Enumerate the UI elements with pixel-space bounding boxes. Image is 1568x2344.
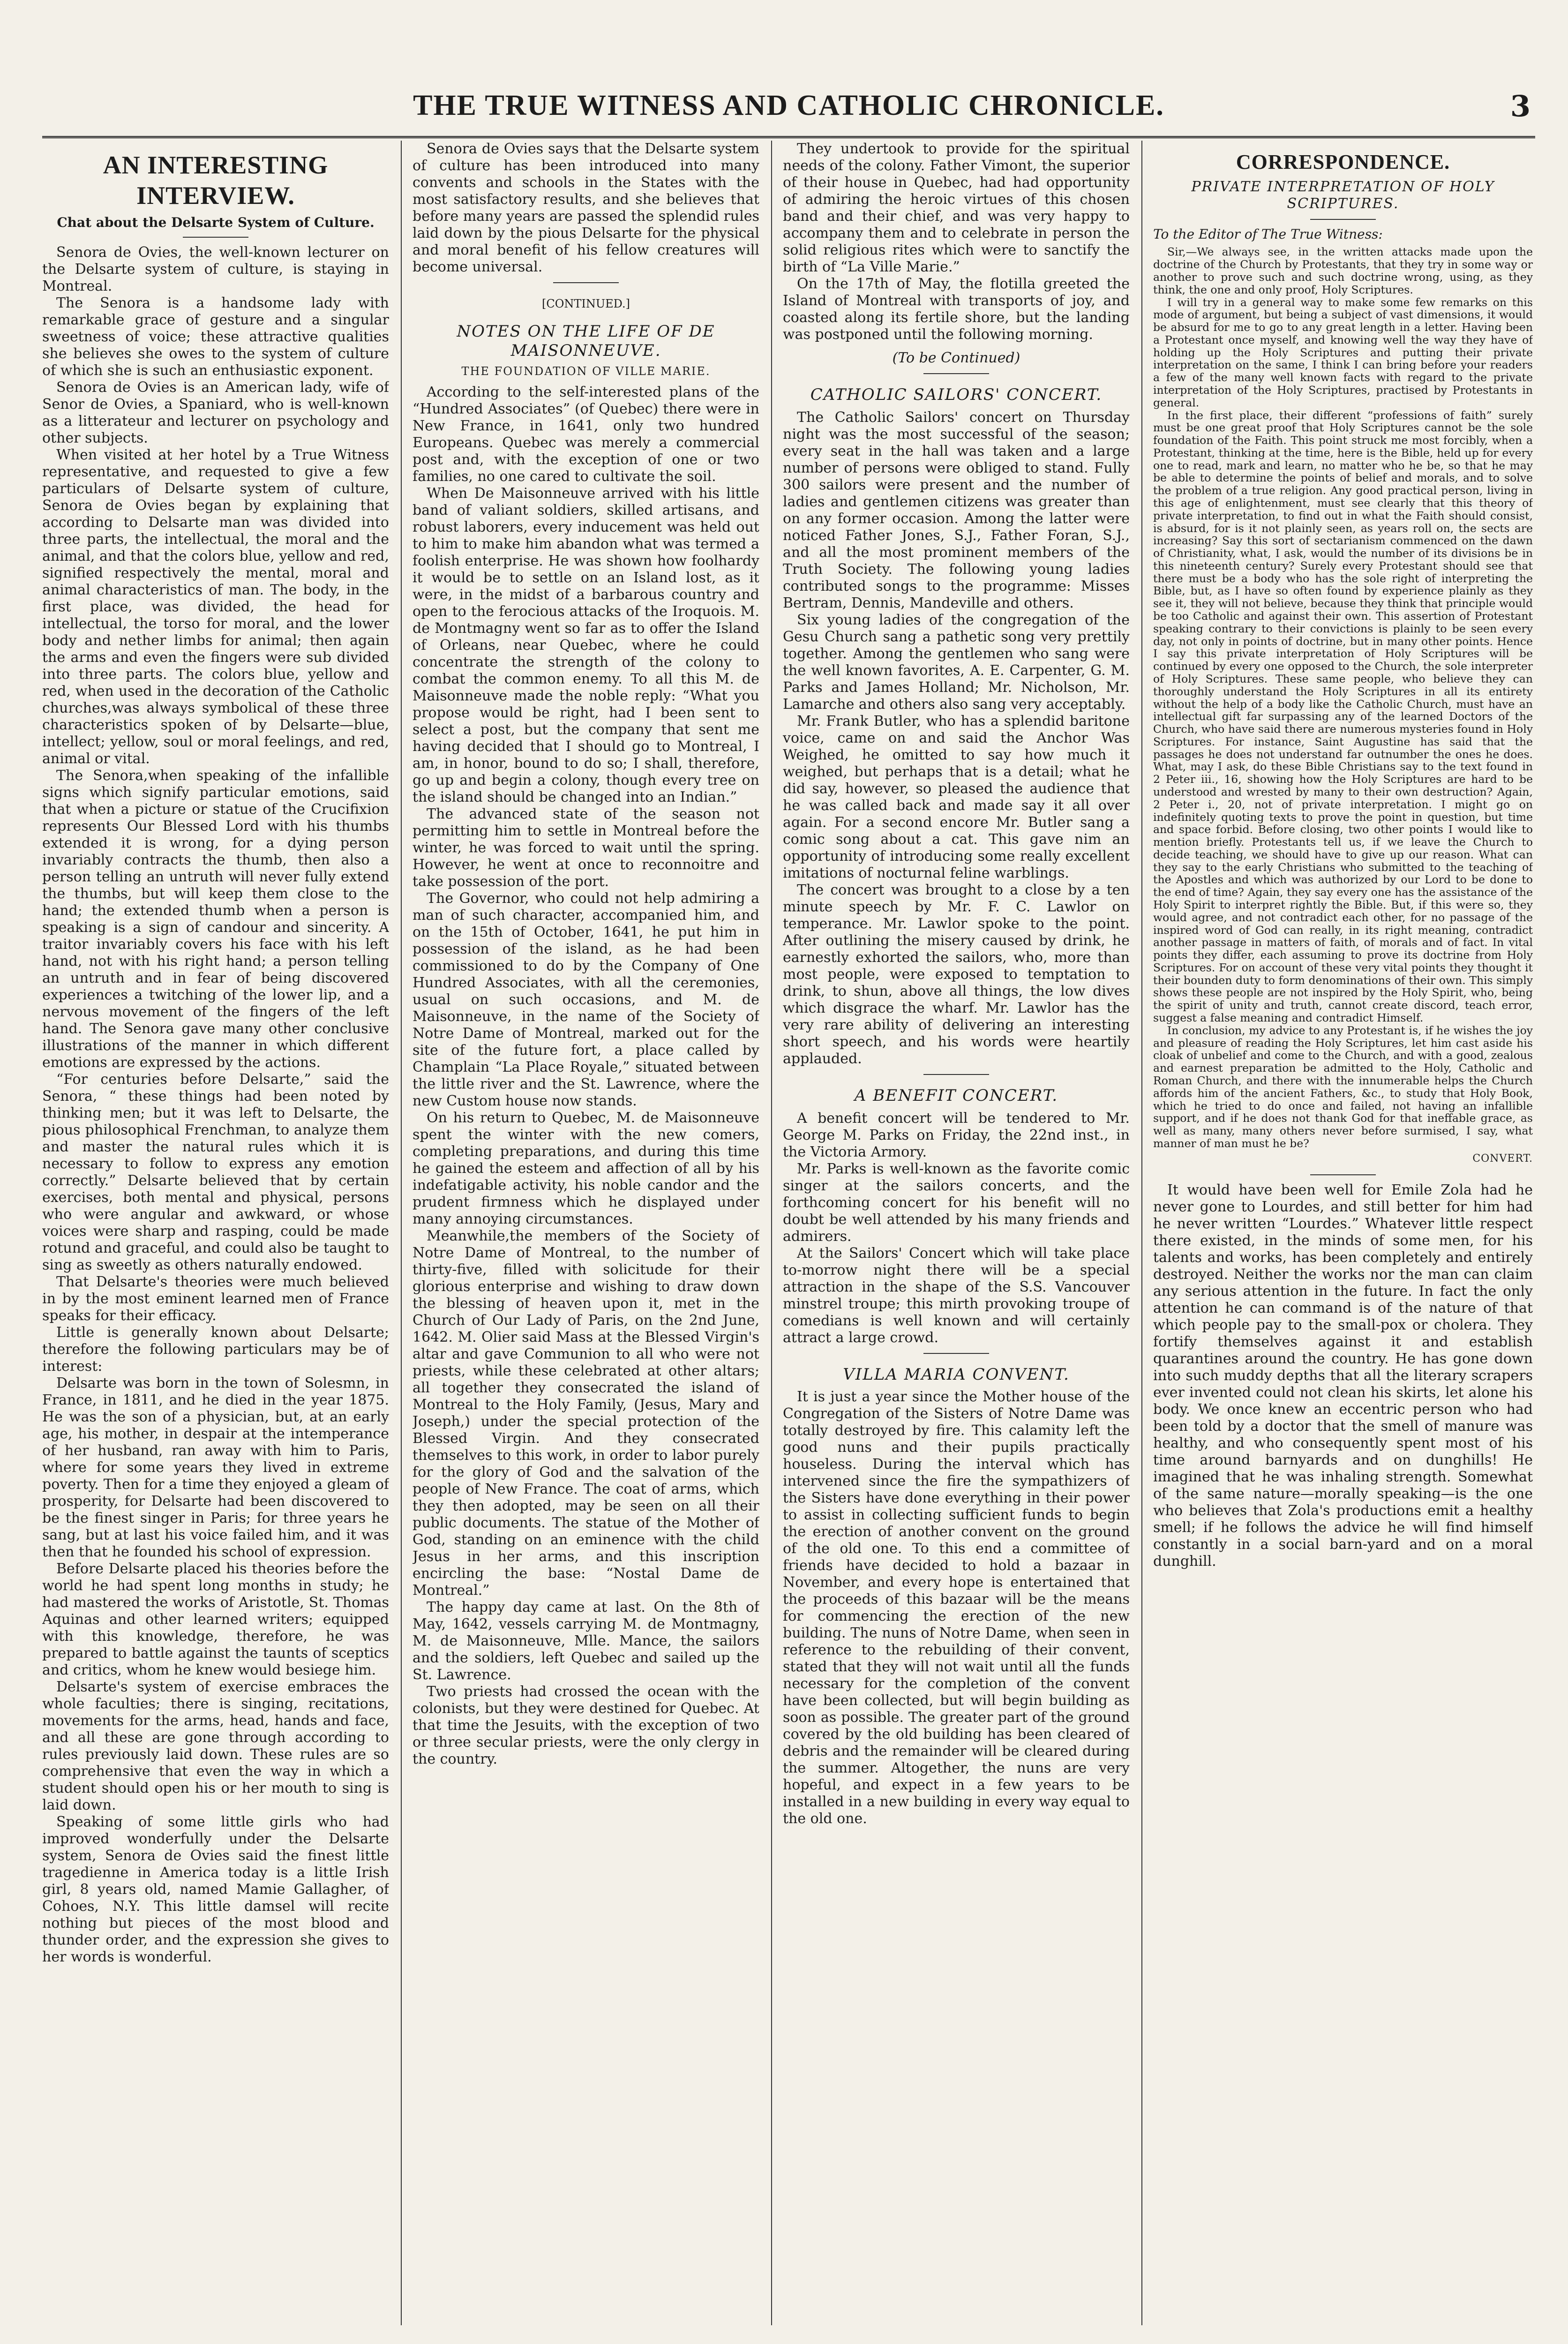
article-paragraph: The Governor, who could not help admiring a man of such character, accompanied him, and on the 15th of October, 1641, he put him in possession of the island, as he had been commissioned to do by the Company of One Hundred Associates, with all the ceremonies, usual on such occasions, and M. de Maisonneuve, in the name of the Society of Notre Dame of Montreal, marked out for the site of the future fort, a place called by Champlain “La Place Royale,” situated between the little river and the St. Lawrence, where the new Custom house now stands. <box>413 890 759 1110</box>
villa-headline: VILLA MARIA CONVENT. <box>843 1365 1070 1384</box>
letter-paragraph: Sir,—We always see, in the written attacks made upon the doctrine of the Church by Protestants, that they try in some way or another to prove such and such doctrine wrong, using, as they think, the one and only proof, Holy Scriptures. <box>1153 245 1533 296</box>
interview-headline: AN INTERESTING INTERVIEW. <box>103 151 329 210</box>
letter-paragraph: In the first place, their different “professions of faith” surely must be one great proof that Holy Scriptures cannot be the sole foundation of the Faith. This point struck me most forcibly, when a Protestant, thinking at the time, here is the Bible, held up for every one to read, mark and learn, no matter who he be, so that he may be able to determine the points of belief and morals, and to solve the problem of a true religion. Any good practical person, living in this age of enlightenment, must see clearly that this theory of private interpretation, to find out in what the Faith should consist, is absurd, for is it not plainly seen, as years roll on, the sects are increasing? Say this sort of sectarianism commenced on the dawn of Christianity, what, I ask, would the number of its divisions be in this nineteenth century? Surely every Protestant should see that there must be a body who has the sole right of interpreting the Bible, but, as I have so often found by experience plainly as they see it, they will not believe, because they think that principle would be too Catholic and against their own. This assertion of Protestant speaking contrary to their convictions is plainly to be seen every day, not only in points of doctrine, but in many other points. Hence I say this private interpretation of Holy Scriptures will be continued by every one opposed to the Church, the sole interpreter of Holy Scriptures. These same people, who believe they can thoroughly understand the Holy Scriptures in all its entirety without the help of a body like the Catholic Church, must have an intellectual gift far surpassing any of the learned Doctors of the Church, who have said there are numerous mysteries found in Holy Scriptures. For instance, Saint Augustine has said that the passages he does not understand far outnumber the ones he does. What, may I ask, do these Bible Christians say to the text found in 2 Peter iii., 16, showing how the Holy Scriptures are hard to be understood and wrested by many to their own destruction? Again, 2 Peter i., 20, not of private interpretation. I might go on indefinitely quoting texts to prove the point in question, but time and space forbid. Before closing, two other points I would like to mention briefly. Protestants tell us, if we leave the Church to decide teaching, we should have to give up our reason. What can they say to the early Christians who submitted to the teaching of the Apostles and which was authorized by our Lord to be done to the end of time? Again, they say every one has the assistance of the Holy Spirit to interpret rightly the Bible. But, if this were so, they would agree, and not contradict each other, for no passage of the inspired word of God can really, in its right meaning, contradict another passage in matters of faith, of morals and of fact. In vital points they differ, each assuming to prove its doctrine from Holy Scriptures. For on account of these very vital points they thought it their bounden duty to form denominations of their own. This simply shows these people are not inspired by the Holy Spirit, who, being the spirit of unity and truth, cannot create discord, teach error, suggest a false meaning and contradict Himself. <box>1153 408 1533 1025</box>
column-2 <box>413 141 759 2335</box>
divider <box>923 373 989 374</box>
divider <box>923 1074 989 1075</box>
column-4 <box>1153 141 1533 2335</box>
article-paragraph: That Delsarte's theories were much believed in by the most eminent learned men of France speaks for their efficacy. <box>42 1274 389 1324</box>
article-paragraph: The Catholic Sailors' concert on Thursday night was the most successful of the season; every seat in the hall was taken and a large number of persons were obliged to stand. Fully 300 sailors were present and the number of ladies and gentlemen citizens was greater than on any former occasion. Among the latter were noticed Father Jones, S.J., Father Foran, S.J., and all the most prominent members of the Truth Society. The following young ladies contributed songs to the programme: Misses Bertram, Dennis, Mandeville and others. <box>783 409 1130 611</box>
article-paragraph: When visited at her hotel by a True Witness representative, and requested to give a few particulars of Delsarte system of culture, Senora de Ovies began by explaining that according to Delsarte man was divided into three parts, the intellectual, the moral and the animal, and that the colors blue, yellow and red, signified respectively the mental, moral and animal characteristics of man. The body, in the first place, was divided, the head for intellectual, the torso for moral, and the lower body and nether limbs for animal; then again the arms and even the fingers were sub divided into three parts. The colors blue, yellow and red, when used in the decoration of the Catholic churches,was always symbolical of these three characteristics spoken of by Delsarte—blue, intellect; yellow, soul or moral feelings, and red, animal or vital. <box>42 447 389 767</box>
article-paragraph: The happy day came at last. On the 8th of May, 1642, vessels carrying M. de Montmagny, M. de Maisonneuve, Mlle. Mance, the sailors and the soldiers, left Quebec and sailed up the St. Lawrence. <box>413 1599 759 1683</box>
divider <box>1310 219 1376 220</box>
article-paragraph: The concert was brought to a close by a ten minute speech by Mr. F. C. Lawlor on temperance. Mr. Lawlor spoke to the point. After outlining the misery caused by drink, he earnestly exhorted the sailors, who, more than most people, were exposed to temptation to drink, to shun, above all things, the low dives which disgrace the wharf. Mr. Lawlor has the very rare ability of delivering an interesting short speech, and his words were heartily applauded. <box>783 881 1130 1067</box>
correspondence-subhead: PRIVATE INTERPRETATION OF HOLY SCRIPTURES. <box>1191 178 1495 212</box>
column-1 <box>42 141 389 2335</box>
sailors-headline: CATHOLIC SAILORS' CONCERT. <box>810 385 1103 404</box>
notes-continued-label: [CONTINUED.] <box>541 297 630 310</box>
notes-subhead: THE FOUNDATION OF VILLE MARIE. <box>461 365 711 378</box>
article-paragraph: They undertook to provide for the spiritual needs of the colony. Father Vimont, the superior of their house in Quebec, had had opportunity of admiring the heroic virtues of this chosen band and their chief, and was very happy to accompany them and to celebrate in person the solid religious rites which were to sanctify the birth of “La Ville Marie.” <box>783 141 1130 275</box>
article-paragraph: The advanced state of the season not permitting him to settle in Montreal before the winter, he was forced to wait until the spring. However, he went at once to reconnoitre and take possession of the port. <box>413 806 759 890</box>
benefit-headline: A BENEFIT CONCERT. <box>854 1086 1058 1105</box>
article-paragraph: Little is generally known about Delsarte; therefore the following particulars may be of interest: <box>42 1324 389 1375</box>
column-rule <box>401 141 402 2325</box>
column-3 <box>783 141 1130 2335</box>
article-paragraph: Delsarte was born in the town of Solesmn, in France, in 1811, and he died in the year 1875. He was the son of a physician, but, at an early age, his mother, in despair at the intemperance of her husband, ran away with him to Paris, where for some years they lived in extreme poverty. Then for a time they enjoyed a gleam of prosperity, for Delsarte had been discovered to be the finest singer in Paris; for three years he sang, but at last his voice failed him, and it was then that he founded his school of expression. <box>42 1375 389 1561</box>
notes-headline: NOTES ON THE LIFE OF DE MAISONNEUVE. <box>457 322 715 360</box>
article-paragraph: Six young ladies of the congregation of the Gesu Church sang a pathetic song very prettily together. Among the gentlemen who sang were the well known favorites, A. E. Carpenter, G. M. Parks and James Holland; Mr. Nicholson, Mr. Lamarche and others also sang very acceptably. <box>783 611 1130 713</box>
article-paragraph: The Senora,when speaking of the infallible signs which signify particular emotions, said that when a picture or statue of the Crucifixion represents Our Blessed Lord with his thumbs extended it is wrong, for a dying person invariably contracts the thumb, then also a person telling an untruth will never fully extend the thumbs, but will keep them close to the hand; the extended thumb when a person is speaking is a sign of candour and sincerity. A traitor invariably covers his face with his left hand, not with his right hand; a person telling an untruth and in fear of being discovered experiences a twitching of the lower lip, and a nervous movement of the fingers of the left hand. The Senora gave many other conclusive illustrations of the manner in which different emotions are expressed by the actions. <box>42 767 389 1071</box>
interview-subhead: Chat about the Delsarte System of Culture. <box>57 214 375 230</box>
divider <box>1310 1174 1376 1175</box>
letter-signature: CONVERT. <box>1472 1152 1533 1164</box>
article-paragraph: At the Sailors' Concert which will take place to-morrow night there will be a special attraction in the shape of the S.S. Vancouver minstrel troupe; this mirth provoking troupe of comedians is well known and will certainly attract a large crowd. <box>783 1245 1130 1346</box>
page-number: 3 <box>1510 89 1530 123</box>
article-paragraph: When De Maisonneuve arrived with his little band of valiant soldiers, skilled artisans, and robust laborers, every inducement was held out to him to make him abandon what was termed a foolish enterprise. He was shown how foolhardy it would be to settle on an Island lost, as it were, in the midst of a barbarous country and open to the ferocious attacks of the Iroquois. M. de Montmagny went so far as to offer the Island of Orleans, near Quebec, where he could concentrate the strength of the colony to combat the common enemy. To all this M. de Maisonneuve made the noble reply: “What you propose would be right, had I been sent to select a post, but the company that sent me having decided that I should go to Montreal, I am, in honor, bound to do so; I shall, therefore, go up and begin a colony, though every tree on the island should be changed into an Indian.” <box>413 485 759 806</box>
article-paragraph: “For centuries before Delsarte,” said the Senora, “ these things had been noted by thinking men; but it was left to Delsarte, the pious philosophical Frenchman, to analyze them and master the natural rules which it is necessary to follow to express any emotion correctly.” Delsarte believed that by certain exercises, both mental and physical, persons who were angular and awkward, or whose voices were sharp and rasping, could be made rotund and graceful, and could also be taught to sing as sweetly as others naturally endowed. <box>42 1071 389 1274</box>
article-paragraph: Mr. Frank Butler, who has a splendid baritone voice, came on and said the Anchor Was Weighed, he omitted to say how much it weighed, but perhaps that is a detail; what he did say, however, so pleased the audience that he was called back and made say it all over again. For a second encore Mr. Butler sang a comic song about a cat. This gave nim an opportunity of introducing some really excellent imitations of nocturnal feline warblings. <box>783 713 1130 881</box>
article-paragraph: On the 17th of May, the flotilla greeted the Island of Montreal with transports of joy, and coasted along its fertile shore, but the landing was postponed until the following morning. <box>783 276 1130 343</box>
divider <box>923 1353 989 1354</box>
article-paragraph: Senora de Ovies is an American lady, wife of Senor de Ovies, a Spaniard, who is well-known as a litterateur and lecturer on psychology and other subjects. <box>42 379 389 447</box>
divider <box>183 237 248 238</box>
letter-paragraph: In conclusion, my advice to any Protestant is, if he wishes the joy and pleasure of reading the Holy Scriptures, let him cast aside his cloak of unbelief and come to the Church, and with a good, zealous and earnest preparation be admitted to the Holy, Catholic and Roman Church, and there with the innumerable helps the Church affords him of the ancient Fathers, &c., to study that Holy Book, which he tried to do once and failed, not having an infallible support, and if he does not thank God for that ineffable grace, as well as many, many others never before surmised, I say, what manner of man must he be? <box>1153 1023 1533 1150</box>
letter-paragraph: I will try in a general way to make some few remarks on this mode of argument, but being a subject of vast dimensions, it would be absurd for me to go to any great length in a letter. Having been a Protestant once myself, and knowing well the way they have of holding up the Holy Scriptures and putting their private interpretation on the same, I think I can bring before your readers a few of the many well known facts with regard to the private interpretation of the Holy Scriptures, practised by Protestants in general. <box>1153 295 1533 409</box>
article-paragraph: According to the self-interested plans of the “Hundred Associates” (of Quebec) there were in New France, in 1641, only two hundred Europeans. Quebec was merely a commercial post and, with the exception of one or two families, no one cared to cultivate the soil. <box>413 384 759 485</box>
newspaper-title: THE TRUE WITNESS AND CATHOLIC CHRONICLE. <box>413 90 1164 121</box>
divider <box>553 282 619 283</box>
column-rule <box>771 141 772 2325</box>
article-paragraph: The Senora is a handsome lady with remarkable grace of gesture and a singular sweetness of voice; these attractive qualities she believes she owes to the system of culture of which she is such an enthusiastic exponent. <box>42 295 389 379</box>
article-paragraph: Mr. Parks is well-known as the favorite comic singer at the sailors concerts, and the forthcoming concert for his benefit will no doubt be well attended by his many friends and admirers. <box>783 1160 1130 1245</box>
correspondence-headline: CORRESPONDENCE. <box>1236 150 1450 173</box>
article-paragraph: It would have been well for Emile Zola had he never gone to Lourdes, and still better for him had he never written “Lourdes.” Whatever little respect there existed, in the minds of some men, for his talents and works, has been completely and entirely destroyed. Neither the works nor the man can claim any serious attention in the future. In fact the only attention he can command is of the nature of that which people pay to the small-pox or cholera. They fortify themselves against it and establish quarantines around the country. He has gone down into such muddy depths that all the literary scrapers ever invented could not clean his skirts, let alone his body. We once knew an eccentric person who had been told by a doctor that the smell of manure was healthy, and who consequently spent most of his time around barnyards and on dunghills! He imagined that he was inhaling strength. Somewhat of the same nature—morally speaking—is the one who believes that Zola's productions emit a healthy smell; if he follows the advice he will find himself constantly in a social barn-yard and on a moral dunghill. <box>1153 1182 1533 1570</box>
to-be-continued: (To be Continued) <box>892 350 1020 366</box>
article-paragraph: A benefit concert will be tendered to Mr. George M. Parks on Friday, the 22nd inst., in the Victoria Armory. <box>783 1110 1130 1160</box>
article-paragraph: It is just a year since the Mother house of the Congregation of the Sisters of Notre Dame was totally destroyed by fire. This calamity left the good nuns and their pupils practically houseless. During the interval which has intervened since the fire the sympathizers of the Sisters have done everything in their power to assist in collecting sufficient funds to begin the erection of another convent on the ground of the old one. To this end a committee of friends have decided to hold a bazaar in November, and every hope is entertained that the proceeds of this bazaar will be the means for commencing the erection of the new building. The nuns of Notre Dame, when seen in reference to the rebuilding of their convent, stated that they will not wait until all the funds necessary for the completion of the convent have been collected, but will begin building as soon as possible. The greater part of the ground covered by the old building has been cleared of debris and the remainder will be cleared during the summer. Altogether, the nuns are very hopeful, and expect in a few years to be installed in a new building in every way equal to the old one. <box>783 1389 1130 1827</box>
article-paragraph: Two priests had crossed the ocean with the colonists, but they were destined for Quebec. At that time the Jesuits, with the exception of two or three secular priests, were the only clergy in the country. <box>413 1683 759 1768</box>
article-paragraph: Senora de Ovies, the well-known lecturer on the Delsarte system of culture, is staying in Montreal. <box>42 244 389 295</box>
article-paragraph: Before Delsarte placed his theories before the world he had spent long months in study; he had mastered the works of Aristotle, St. Thomas Aquinas and other learned writers; equipped with this knowledge, therefore, he was prepared to battle against the taunts of sceptics and critics, whom he knew would besiege him. <box>42 1561 389 1679</box>
article-paragraph: On his return to Quebec, M. de Maisonneuve spent the winter with the new comers, completing preparations, and during this time he gained the esteem and affection of all by his indefatigable activity, his noble candor and the prudent firmness which he displayed under many annoying circumstances. <box>413 1110 759 1228</box>
article-paragraph: Meanwhile,the members of the Society of Notre Dame of Montreal, to the number of thirty-five, filled with solicitude for their glorious enterprise and wishing to draw down the blessing of heaven upon it, met in the Church of Our Lady of Paris, on the 2nd June, 1642. M. Olier said Mass at the Blessed Virgin's altar and gave Communion to all who were not priests, while these celebrated at other altars; all together they consecrated the island of Montreal to the Holy Family, (Jesus, Mary and Joseph,) under the special protection of the Blessed Virgin. And they consecrated themselves to this work, in order to labor purely for the glory of God and the salvation of the people of New France. The coat of arms, which they then adopted, may be seen on all their public documents. The statue of the Mother of God, standing on an eminence with the child Jesus in her arms, and this inscription encircling the base: “Nostal Dame de Montreal.” <box>413 1228 759 1599</box>
article-paragraph: Delsarte's system of exercise embraces the whole faculties; there is singing, recitations, movements for the arms, head, hands and face, and all these are gone through according to rules previously laid down. These rules are so comprehensive that even the way in which a student should open his or her mouth to sing is laid down. <box>42 1679 389 1814</box>
article-paragraph: Senora de Ovies says that the Delsarte system of culture has been introduced into many convents and schools in the States with the most satisfactory results, and she believes that before many years are passed the splendid rules laid down by the pious Delsarte for the physical and moral benefit of his fellow creatures will become universal. <box>413 141 759 275</box>
column-rule <box>1141 141 1142 2325</box>
to-editor-line: To the Editor of The True Witness: <box>1153 226 1383 242</box>
masthead <box>42 70 1535 138</box>
article-paragraph: Speaking of some little girls who had improved wonderfully under the Delsarte system, Senora de Ovies said the finest little tragedienne in America today is a little Irish girl, 8 years old, named Mamie Gallagher, of Cohoes, N.Y. This little damsel will recite nothing but pieces of the most blood and thunder order, and the expression she gives to her words is wonderful. <box>42 1814 389 1966</box>
